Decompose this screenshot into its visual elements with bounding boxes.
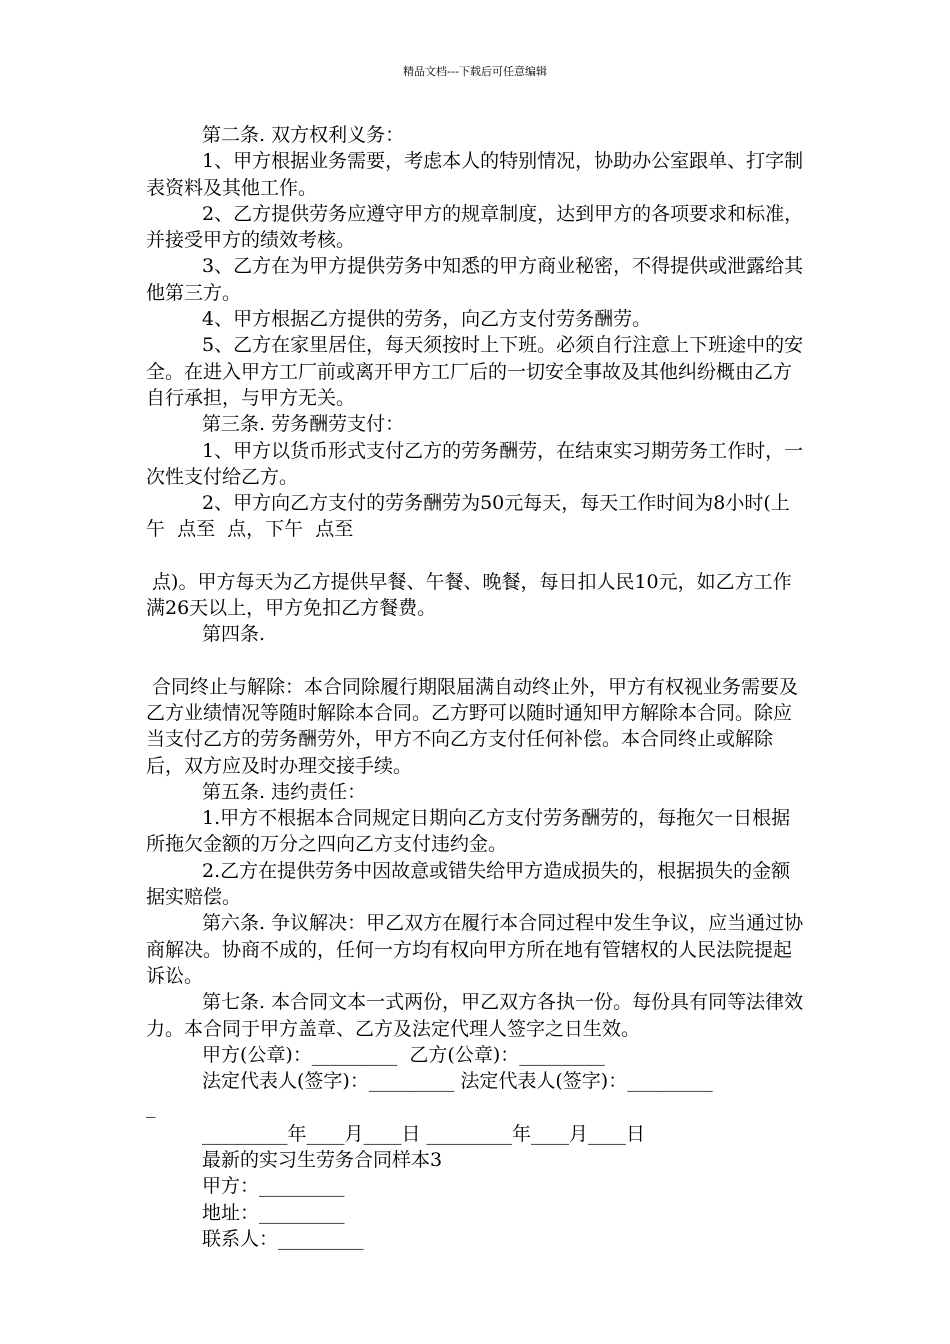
article-2-item-5: 5、乙方在家里居住，每天须按时上下班。必须自行注意上下班途中的安全。在进入甲方工厂前或离开甲方工厂后的一切安全事故及其他纠纷概由乙方自行承担，与甲方无关。 <box>146 334 804 409</box>
signature-overflow-underscore: _ <box>146 1096 156 1119</box>
contact-field: 联系人：_________ <box>202 1227 364 1250</box>
article-3-item-2: 2、甲方向乙方支付的劳务酬劳为50元每天，每天工作时间为8小时(上午 点至 点，下午 点至 <box>146 492 790 541</box>
address-field: 地址：_________ <box>202 1201 345 1224</box>
article-3-item-2-continued: 点)。甲方每天为乙方提供早餐、午餐、晚餐，每日扣人民10元，如乙方工作满26天以上，甲方免扣乙方餐费。 <box>146 570 792 620</box>
article-5-title: 第五条. 违约责任： <box>202 780 367 803</box>
blank-line <box>146 543 808 569</box>
page-header: 精品文档---下载后可任意编辑 <box>403 65 547 78</box>
blank-line <box>146 648 808 674</box>
article-5-item-1: 1.甲方不根据本合同规定日期向乙方支付劳务酬劳的，每拖欠一日根据所拖欠金额的万分之四向乙方支付违约金。 <box>146 807 791 856</box>
sample-3-title: 最新的实习生劳务合同样本3 <box>202 1148 443 1171</box>
signature-seal-line: 甲方(公章)：_________ 乙方(公章)：_________ <box>202 1043 605 1066</box>
article-7: 第七条. 本合同文本一式两份，甲乙双方各执一份。每份具有同等法律效力。本合同于甲方盖章、乙方及法定代理人签字之日生效。 <box>146 991 804 1040</box>
article-4-body: 合同终止与解除：本合同除履行期限届满自动终止外，甲方有权视业务需要及乙方业绩情况等随时解除本合同。乙方野可以随时通知甲方解除本合同。除应当支付乙方的劳务酬劳外，甲方不向乙方支付任何补偿。本合同终止或解除后，双方应及时办理交接手续。 <box>146 675 799 777</box>
party-a-field: 甲方：_________ <box>202 1175 345 1198</box>
signature-date-line: _________年____月____日 _________年____月____日 <box>202 1122 646 1145</box>
article-5-item-2: 2.乙方在提供劳务中因故意或错失给甲方造成损失的，根据损失的金额据实赔偿。 <box>146 859 791 909</box>
article-3-item-1: 1、甲方以货币形式支付乙方的劳务酬劳，在结束实习期劳务工作时，一次性支付给乙方。 <box>146 439 804 488</box>
article-3-title: 第三条. 劳务酬劳支付： <box>202 413 405 436</box>
article-2-title: 第二条. 双方权利义务： <box>202 124 405 146</box>
article-2-item-1: 1、甲方根据业务需要，考虑本人的特别情况，协助办公室跟单、打字制表资料及其他工作。 <box>146 150 804 199</box>
article-6: 第六条. 争议解决：甲乙双方在履行本合同过程中发生争议，应当通过协商解决。协商不成的，任何一方均有权向甲方所在地有管辖权的人民法院提起诉讼。 <box>146 912 804 987</box>
contract-body <box>146 122 808 1252</box>
signature-representative-line: 法定代表人(签字)：_________ 法定代表人(签字)：_________ <box>202 1070 713 1093</box>
article-2-item-3: 3、乙方在为甲方提供劳务中知悉的甲方商业秘密，不得提供或泄露给其他第三方。 <box>146 255 804 304</box>
article-2-item-4: 4、甲方根据乙方提供的劳务，向乙方支付劳务酬劳。 <box>202 308 652 331</box>
article-4-title: 第四条. <box>202 623 266 646</box>
article-2-item-2: 2、乙方提供劳务应遵守甲方的规章制度，达到甲方的各项要求和标准，并接受甲方的绩效考核。 <box>146 202 804 252</box>
